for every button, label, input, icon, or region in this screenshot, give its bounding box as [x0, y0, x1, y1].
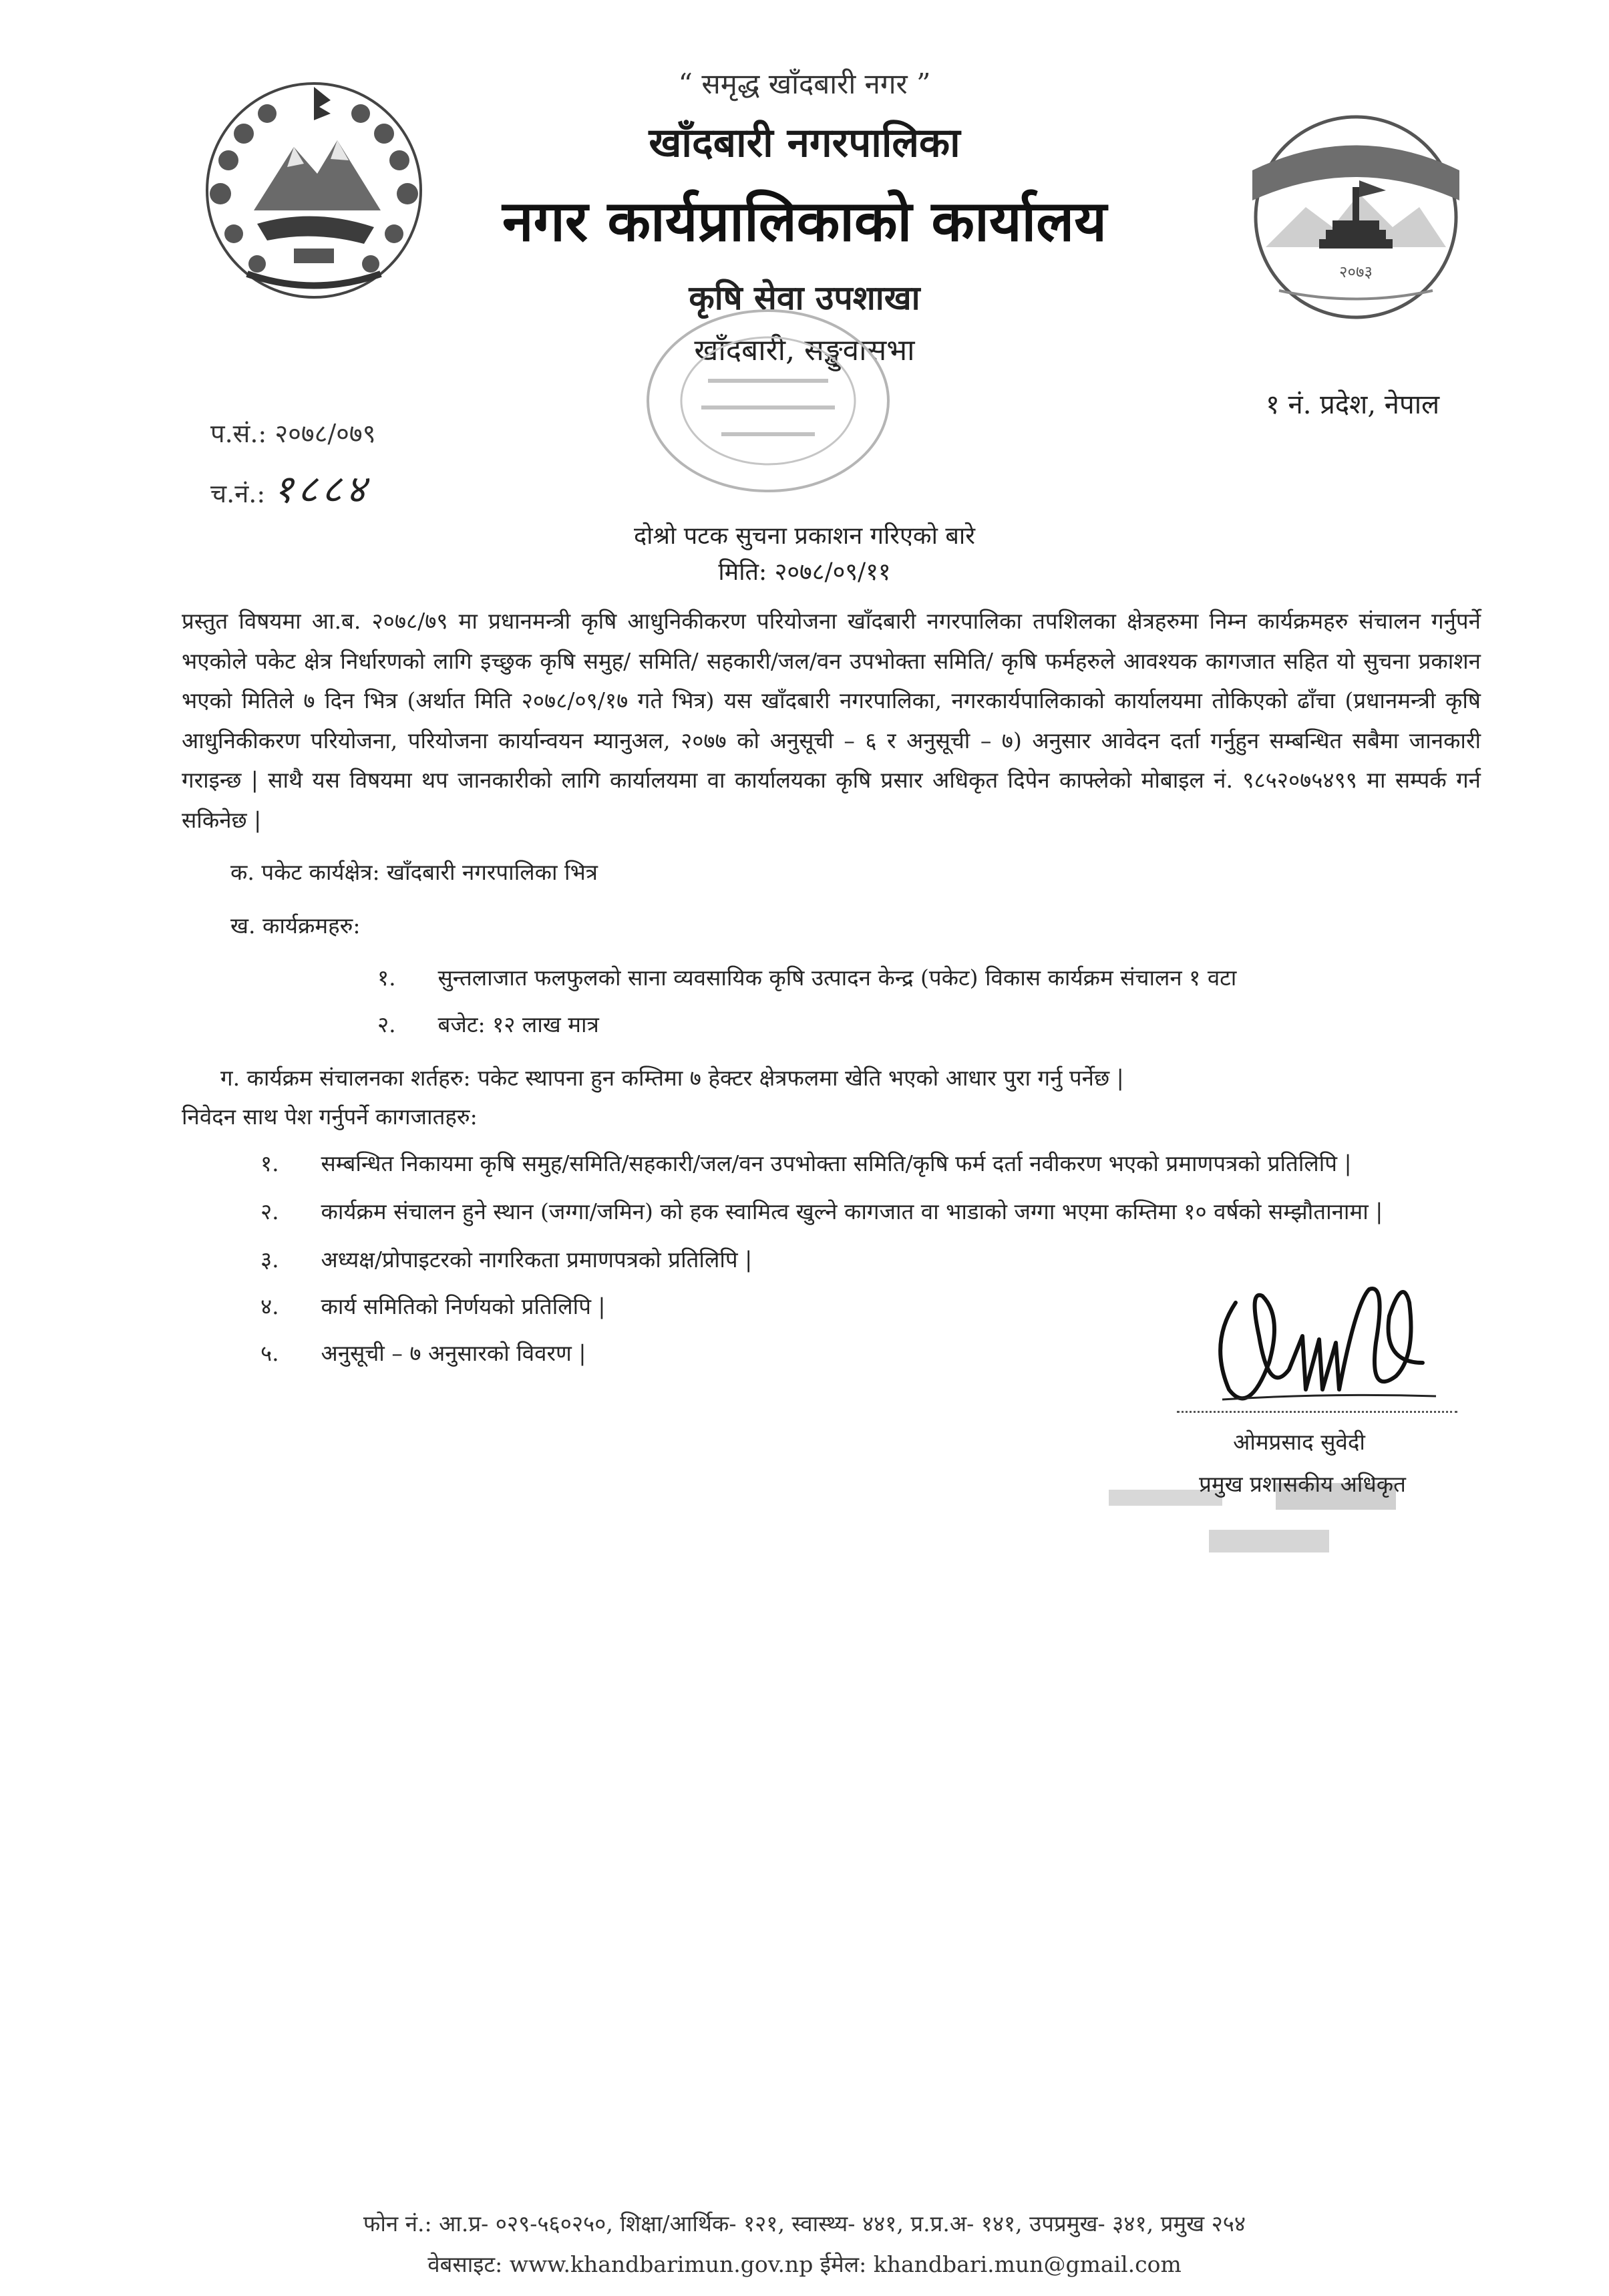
document-text: कार्यक्रम संचालन हुने स्थान (जग्गा/जमिन) को हक स्वामित्व खुल्ने कागजात वा भाडाको जग्गा भएमा कम्तिमा १० वर्षको सम्झौतानामा |	[321, 1198, 1383, 1224]
signer-name: ओमप्रसाद सुवेदी	[1233, 1429, 1365, 1455]
document-item	[260, 1148, 1352, 1178]
section-name: कृषि सेवा उपशाखा	[689, 278, 920, 317]
program-number: २.	[377, 1011, 396, 1037]
document-text: कार्य समितिको निर्णयको प्रतिलिपि |	[321, 1293, 606, 1319]
municipality-name: खाँदबारी नगरपालिका	[649, 120, 960, 166]
document-text: अध्यक्ष/प्रोपाइटरको नागरिकता प्रमाणपत्रको प्रतिलिपि |	[321, 1247, 753, 1273]
document-item	[260, 1291, 606, 1321]
patra-sankhya	[210, 416, 375, 450]
document-number: ५.	[260, 1340, 279, 1366]
point-ka: क. पकेट कार्यक्षेत्र: खाँदबारी नगरपालिका भित्र	[230, 859, 598, 885]
document-item	[260, 1196, 1383, 1226]
document-text: सम्बन्धित निकायमा कृषि समुह/समिति/सहकारी/जल/वन उपभोक्ता समिति/कृषि फर्म दर्ता नवीकरण भएको प्रमाणपत्रको प्रतिलिपि |	[321, 1150, 1352, 1176]
document-text: अनुसूची – ७ अनुसारको विवरण |	[321, 1340, 586, 1366]
program-item	[377, 1009, 599, 1039]
signer-title: प्रमुख प्रशासकीय अधिकृत	[1199, 1471, 1406, 1497]
motto: “ समृद्ध खाँदबारी नगर ”	[678, 67, 931, 100]
notice-subject: दोश्रो पटक सुचना प्रकाशन गरिएको बारे	[634, 522, 975, 550]
province-label: १ नं. प्रदेश, नेपाल	[1266, 389, 1440, 420]
patra-sankhya-value: २०७८/०७९	[275, 419, 376, 448]
point-kha: ख. कार्यक्रमहरु:	[230, 913, 361, 939]
program-text: सुन्तलाजात फलफुलको साना व्यवसायिक कृषि उत्पादन केन्द्र (पकेट) विकास कार्यक्रम संचालन १ वटा	[437, 965, 1237, 991]
chalani-number	[210, 461, 370, 514]
document-number: २.	[260, 1198, 279, 1224]
point-ga: ग. कार्यक्रम संचालनका शर्तहरु: पकेट स्थापना हुन कम्तिमा ७ हेक्टर क्षेत्रफलमा खेति भएको आधार पुरा गर्नु पर्नेछ |	[220, 1065, 1124, 1091]
footer-contact: वेबसाइट: www.khandbarimun.gov.np ईमेल: khandbari.mun@gmail.com	[427, 2251, 1182, 2277]
chalani-label: च.नं.:	[210, 479, 266, 508]
program-text: बजेट: १२ लाख मात्र	[437, 1011, 599, 1037]
office-stamp-icon	[628, 301, 908, 501]
faded-signer-stamp-icon	[1095, 1443, 1416, 1563]
patra-sankhya-label: प.सं.:	[210, 419, 267, 448]
program-item	[377, 962, 1236, 992]
document-item	[260, 1244, 752, 1274]
office-address: खाँदबारी, सङ्खुवासभा	[694, 333, 915, 367]
document-number: ४.	[260, 1293, 279, 1319]
document-item	[260, 1337, 586, 1367]
signature-line	[1177, 1411, 1457, 1413]
program-number: १.	[377, 965, 396, 991]
notice-date: मिति: २०७८/०९/११	[718, 558, 891, 586]
municipality-seal-icon	[1226, 107, 1486, 327]
office-title: नगर कार्यप्रालिकाको कार्यालय	[502, 188, 1107, 254]
nepal-emblem-icon	[194, 73, 434, 304]
document-number: १.	[260, 1150, 279, 1176]
notice-body: प्रस्तुत विषयमा आ.ब. २०७८/७९ मा प्रधानमन्त्री कृषि आधुनिकीकरण परियोजना खाँदबारी नगरपालिका तपशिलका क्षेत्रहरुमा निम्न कार्यक्रमहरु संचालन गर्नुपर्ने भएकोले पकेट क्षेत्र निर्धारणको लागि इच्छुक कृषि समुह/ समिति/ सहकारी/जल/वन उपभोक्ता समिति/ कृषि फर्महरुले आवश्यक कागजात सहित यो सुचना प्रकाशन भएको मितिले ७ दिन भित्र (अर्थात मिति २०७८/०९/१७ गते भित्र) यस खाँदबारी नगरपालिका, नगरकार्यपालिकाको कार्यालयमा तोकिएको ढाँचा (प्रधानमन्त्री कृषि आधुनिकीकरण परियोजना, परियोजना कार्यान्वयन म्यानुअल, २०७७ को अनुसूची – ६ र अनुसूची – ७) अनुसार आवेदन दर्ता गर्नुहुन सम्बन्धित सबैमा जानकारी गराइन्छ | साथै यस विषयमा थप जानकारीको लागि कार्यालयमा वा कार्यालयका कृषि प्रसार अधिकृत दिपेन काफ्लेको मोबाइल नं. ९८५२०७५४९९ मा सम्पर्क गर्न सकिनेछ |	[182, 608, 1481, 833]
seal-year: २०७३	[1339, 263, 1373, 281]
chalani-value: १८८४	[273, 466, 370, 512]
footer-phones: फोन नं.: आ.प्र- ०२९-५६०२५०, शिक्षा/आर्थिक- १२१, स्वास्थ्य- ४४१, प्र.प्र.अ- १४१, उपप्रमुख- ३४१, प्रमुख २५४	[363, 2210, 1246, 2237]
documents-heading: निवेदन साथ पेश गर्नुपर्ने कागजातहरु:	[182, 1104, 478, 1130]
document-number: ३.	[260, 1247, 279, 1273]
signature-icon	[1196, 1263, 1463, 1423]
